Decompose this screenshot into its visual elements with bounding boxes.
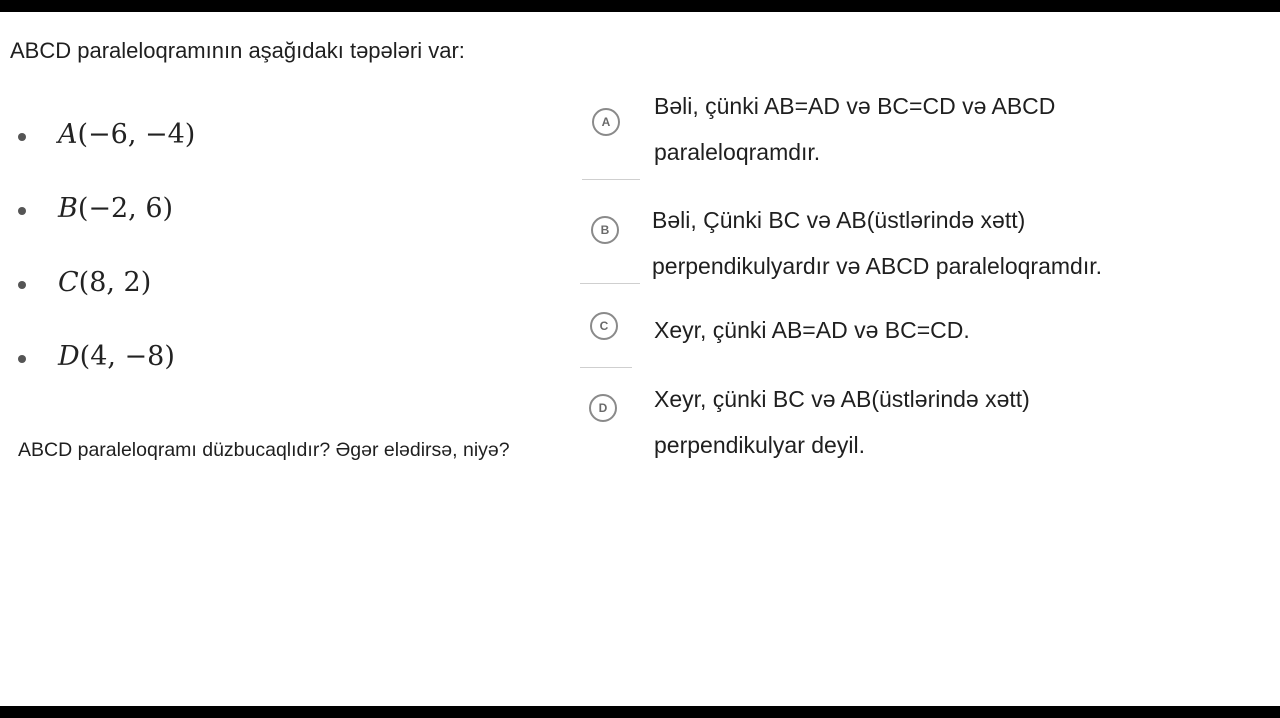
vertex-letter: A: [58, 119, 78, 150]
option-divider: [582, 179, 640, 180]
vertex-item-b: [18, 189, 174, 263]
option-d-line2: perpendikulyar deyil.: [654, 432, 865, 458]
option-c-text: [654, 307, 970, 353]
option-d-text: [654, 376, 1030, 468]
option-divider: [580, 283, 640, 284]
vertex-list: [18, 115, 196, 411]
vertex-item-a: [18, 115, 196, 189]
bullet-icon: [18, 281, 26, 289]
option-c-badge-icon[interactable]: C: [590, 312, 618, 340]
vertex-letter: B: [58, 193, 78, 224]
option-a-line2: paraleloqramdır.: [654, 139, 821, 165]
bullet-icon: [18, 207, 26, 215]
vertex-coords: (−6, −4): [77, 119, 196, 150]
option-divider: [580, 367, 632, 368]
vertex-a-math: [58, 119, 195, 150]
vertex-b-math: [58, 193, 173, 224]
vertex-letter: C: [58, 267, 79, 298]
option-b-line2: perpendikulyardır və ABCD paraleloqramdır.: [652, 253, 1103, 279]
option-a-line1: Bəli, çünki AB=AD və BC=CD və ABCD: [654, 93, 1056, 119]
problem-intro: ABCD paraleloqramının aşağıdakı təpələri var:: [10, 38, 465, 63]
vertex-item-d: [18, 337, 175, 411]
question-text: ABCD paraleloqramı düzbucaqlıdır? Əgər elədirsə, niyə?: [18, 439, 510, 461]
option-c-line1: Xeyr, çünki AB=AD və BC=CD.: [654, 317, 970, 343]
bullet-icon: [18, 355, 26, 363]
vertex-coords: (−2, 6): [77, 193, 174, 224]
option-b-text: [652, 197, 1102, 289]
bullet-icon: [18, 133, 26, 141]
option-b-badge-icon[interactable]: B: [591, 216, 619, 244]
option-b-line1: Bəli, Çünki BC və AB(üstlərində xətt): [652, 207, 1026, 233]
option-a-badge-icon[interactable]: A: [592, 108, 620, 136]
vertex-item-c: [18, 263, 152, 337]
bottom-letterbox-bar: [0, 706, 1280, 718]
vertex-coords: (8, 2): [78, 267, 152, 298]
option-d-badge-icon[interactable]: D: [589, 394, 617, 422]
option-d-line1: Xeyr, çünki BC və AB(üstlərində xətt): [654, 386, 1030, 412]
vertex-d-math: [58, 341, 175, 372]
option-a-text: [654, 83, 1055, 175]
vertex-c-math: [58, 267, 151, 298]
top-letterbox-bar: [0, 0, 1280, 12]
vertex-letter: D: [58, 341, 80, 372]
vertex-coords: (4, −8): [79, 341, 175, 372]
